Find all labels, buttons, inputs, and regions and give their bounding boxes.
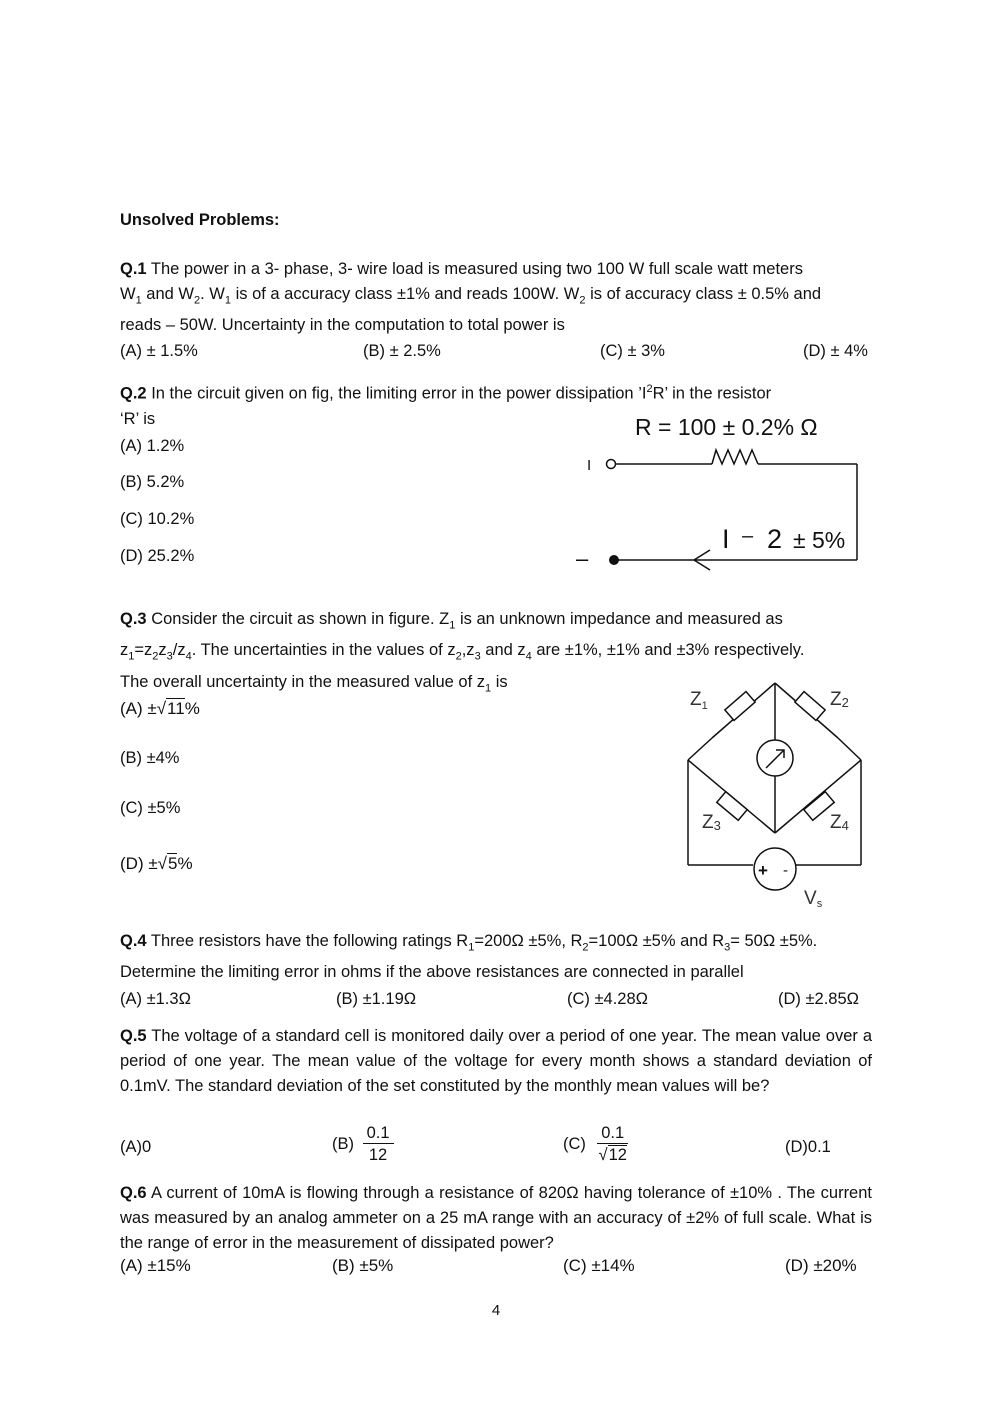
question-number: Q.5 [120, 1027, 147, 1045]
closed-terminal [609, 555, 619, 565]
q2-option-d: (D) 25.2% [120, 547, 195, 565]
question-4: Q.4 Three resistors have the following ratings $R_1=200\Omega \pm 5\%$, $R_2=100\Omega \pm 5\%$ and $R_3= 50\Omega \pm 5\%$. Determine the limiting error in ohms if the above resistances are connected in parallel [120, 932, 818, 982]
question-5 [120, 1024, 872, 1099]
vs-label: Vs [804, 888, 823, 910]
question-1: Q.1 The power in a 3- phase, 3- wire load is measured using two 100 W full scale watt meters $W_1$ and $W_2$. $W_1$ is of a accuracy class ±1% and reads 100W. $W_2$ is of accuracy class ± 0.5% and reads – 50W. Uncertainty in the computation to total power is [120, 260, 822, 335]
question-number: Q.6 [120, 1184, 147, 1202]
question-number: Q.4 [120, 932, 147, 950]
wire [688, 738, 712, 760]
wire [838, 738, 861, 760]
current-value: 2 [767, 524, 783, 554]
q6-option-a: (A) ±15% [120, 1256, 191, 1275]
open-terminal [607, 460, 616, 469]
q2-option-c: (C) 10.2% [120, 510, 195, 528]
q5-option-d: (D)0.1 [785, 1138, 831, 1156]
source-plus: + [758, 861, 768, 880]
q3-option-d: (D) ±√5% [120, 854, 193, 873]
q1-option-d: (D) ± 4% [803, 342, 868, 360]
q1-option-a: (A) ± 1.5% [120, 342, 198, 360]
terminal-label: I [587, 457, 592, 474]
z1-label: $Z_1$ [690, 689, 708, 712]
q5-option-b: (B) $\frac{0.1}{12}$ [332, 1123, 394, 1166]
q5-option-c: (C) $\frac{0.1}{√12}$ [563, 1123, 631, 1166]
resistor-symbol [712, 450, 758, 464]
q3-option-a: (A) ±√11% [120, 699, 200, 718]
q2-option-a: (A) 1.2% [120, 437, 185, 455]
minus-label: – [576, 546, 589, 571]
impedance-z1 [725, 692, 755, 721]
question-text: The voltage of a standard cell is monitored daily over a period of one year. The mean value over a period of one year. The mean value of the voltage for every month shows a standard deviation of 0.1mV. The standard deviation of the set constituted by the monthly mean values will be? [120, 1027, 872, 1095]
page-number: 4 [491, 1302, 501, 1319]
impedance-z2 [795, 692, 825, 721]
resistor-circuit-figure [570, 408, 870, 578]
question-2: Q.2 In the circuit given on fig, the limiting error in the power dissipation $’I^2R$’ in the resistor ‘R’ is [120, 383, 772, 428]
resistor-label: R = 100 ± 0.2% Ω [635, 414, 818, 440]
q4-option-b: (B) ±1.19Ω [336, 990, 417, 1008]
current-dash: – [742, 525, 754, 547]
source-minus: - [783, 862, 788, 879]
q4-option-a: (A) ±1.3Ω [120, 990, 191, 1008]
z4-label: Z4 [830, 812, 849, 833]
impedance-z3 [717, 792, 747, 821]
q6-option-b: (B) ±5% [332, 1256, 394, 1275]
question-number: Q.1 [120, 260, 147, 278]
q6-option-d: (D) ±20% [785, 1256, 857, 1275]
q3-option-c: (C) ±5% [120, 799, 181, 817]
bridge-circuit-figure [680, 678, 872, 910]
question-3: Q.3 Consider the circuit as shown in figure. $Z_1$ is an unknown impedance and measured as $z_1=z_2z_3/z_4$. The uncertainties in the values of $z_2,z_3$ and $z_4$ are ±1%, ±1% and ±3% respectively. The overall uncertainty in the measured value of $z_1$ is [120, 610, 805, 694]
q3-option-b: (B) ±4% [120, 749, 180, 767]
q2-option-b: (B) 5.2% [120, 473, 185, 491]
question-number: Q.3 [120, 610, 147, 628]
q5-option-a: (A)0 [120, 1138, 152, 1156]
fraction: $\frac{0.1}{√12}$ [598, 1124, 627, 1164]
q4-option-c: (C) ±4.28Ω [567, 990, 648, 1008]
current-tolerance: ± 5% [793, 527, 846, 553]
z3-label: Z3 [702, 812, 721, 833]
question-text: A current of 10mA is flowing through a resistance of 820Ω having tolerance of ±10% . The current was measured by an analog ammeter on a 25 mA range with an accuracy of ±2% of full scale. What is the range of error in the measurement of dissipated power? [120, 1184, 872, 1252]
q1-option-c: (C) ± 3% [600, 342, 665, 360]
question-6 [120, 1181, 872, 1256]
q4-option-d: (D) ±2.85Ω [778, 990, 859, 1008]
question-number: Q.2 [120, 384, 147, 403]
fraction: $\frac{0.1}{12}$ [363, 1123, 394, 1166]
z2-label: Z2 [830, 689, 849, 710]
q1-option-b: (B) ± 2.5% [363, 342, 441, 360]
question-text: The power in a 3- phase, 3- wire load is measured using two 100 W full scale watt meters [150, 260, 803, 278]
current-label: I [722, 524, 730, 554]
q6-option-c: (C) ±14% [563, 1256, 635, 1275]
section-heading: Unsolved Problems: [120, 211, 280, 229]
